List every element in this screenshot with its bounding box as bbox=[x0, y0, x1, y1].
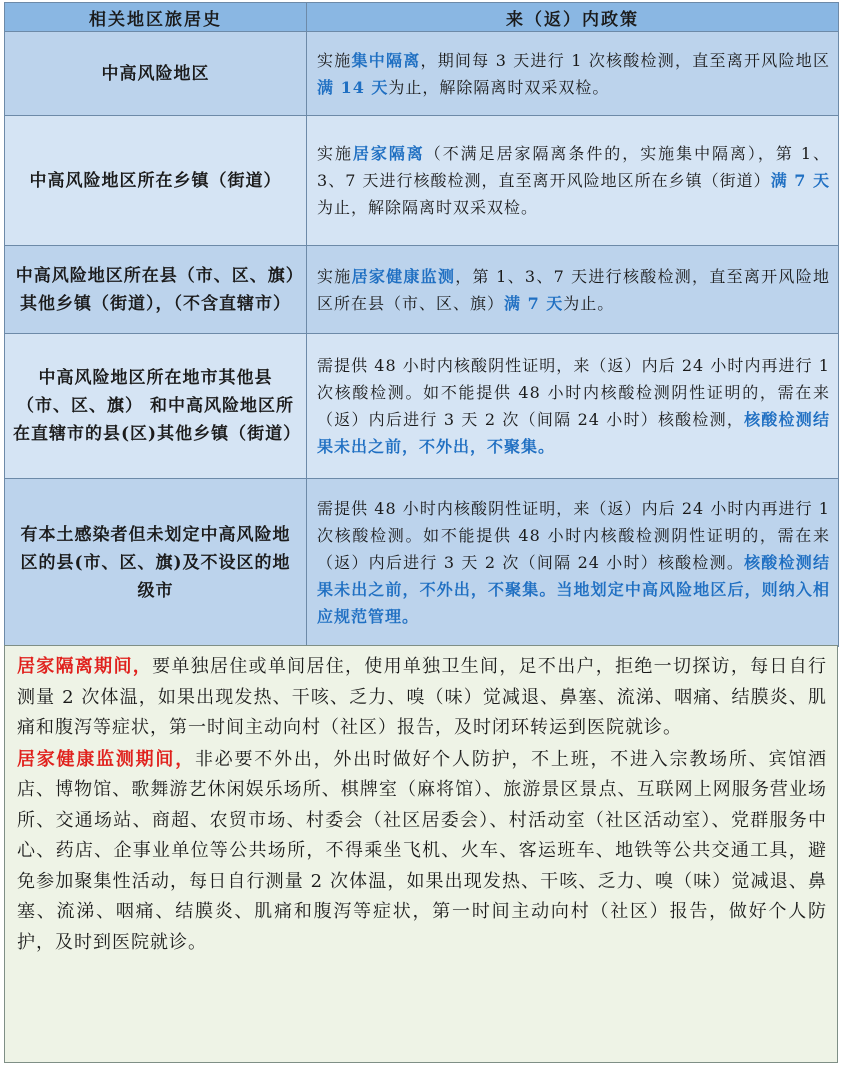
note-home-isolation bbox=[17, 652, 827, 744]
policy-table bbox=[4, 2, 839, 647]
policy-highlight: 居家健康监测 bbox=[351, 266, 456, 286]
region-cell: 中高风险地区所在乡镇（街道） bbox=[5, 116, 307, 246]
policy-cell bbox=[307, 479, 839, 647]
table-row bbox=[5, 246, 839, 334]
policy-text: 实施 bbox=[317, 266, 352, 286]
table-row bbox=[5, 116, 839, 246]
note-title: 居家健康监测期间， bbox=[17, 748, 195, 770]
policy-cell bbox=[307, 32, 839, 116]
policy-cell bbox=[307, 116, 839, 246]
table-row bbox=[5, 334, 839, 479]
policy-cell bbox=[307, 246, 839, 334]
note-text: 非必要不外出，外出时做好个人防护，不上班，不进入宗教场所、宾馆酒店、博物馆、歌舞游艺休闲娱乐场所、棋牌室（麻将馆）、旅游景区景点、互联网上网服务营业场所、交通场站、商超、农贸市场、村委会（社区居委会）、村活动室（社区活动室）、党群服务中心、药店、企事业单位等公共场所，不得乘坐飞机、火车、客运班车、地铁等公共交通工具，避免参加聚集性活动，每日自行测量 2 次体温，如果出现发热、干咳、乏力、嗅（味）觉减退、鼻塞、流涕、咽痛、结膜炎、肌痛和腹泻等症状，第一时间主动向村（社区）报告，做好个人防护，及时到医院就诊。 bbox=[17, 748, 828, 953]
note-text: 要单独居住或单间居住，使用单独卫生间，足不出户，拒绝一切探访，每日自行测量 2 次体温，如果出现发热、干咳、乏力、嗅（味）觉减退、鼻塞、流涕、咽痛、结膜炎、肌痛和腹泻等症状，第一时间主动向村（社区）报告，及时闭环转运到医院就诊。 bbox=[17, 656, 828, 738]
header-region-history: 相关地区旅居史 bbox=[5, 3, 307, 32]
policy-highlight: 满 7 天 bbox=[770, 171, 830, 190]
note-home-health-monitoring bbox=[17, 745, 827, 959]
note-title: 居家隔离期间， bbox=[17, 656, 153, 677]
notes-section bbox=[4, 645, 838, 1063]
region-cell: 中高风险地区 bbox=[5, 32, 307, 116]
policy-highlight: 核酸检测结果未出之前，不外出，不聚集。 bbox=[317, 410, 830, 456]
policy-text: 需提供 48 小时内核酸阴性证明，来（返）内后 24 小时内再进行 1 次核酸检测。如不能提供 48 小时内核酸检测阴性证明的，需在来（返）内后进行 3 天 2 次（间隔 24 小时）核酸检测。 bbox=[317, 499, 830, 572]
header-return-policy: 来（返）内政策 bbox=[307, 3, 839, 32]
policy-highlight: 集中隔离 bbox=[351, 50, 421, 70]
policy-text: 为止，解除隔离时双采双检。 bbox=[317, 198, 539, 217]
policy-text: 为止，解除隔离时双采双检。 bbox=[388, 77, 610, 97]
policy-highlight: 居家隔离 bbox=[352, 144, 425, 163]
policy-text: （不满足居家隔离条件的，实施集中隔离），第 1、3、7 天进行核酸检测，直至离开风险地区所在乡镇（街道） bbox=[317, 144, 830, 190]
policy-highlight: 核酸检测结果未出之前，不外出，不聚集。当地划定中高风险地区后，则纳入相应规范管理。 bbox=[317, 553, 830, 626]
policy-text: 实施 bbox=[317, 50, 352, 70]
policy-highlight: 满 7 天 bbox=[504, 293, 564, 313]
table-header-row bbox=[5, 3, 839, 32]
policy-text: 为止。 bbox=[563, 293, 615, 313]
region-cell: 中高风险地区所在地市其他县（市、区、旗） 和中高风险地区所在直辖市的县(区)其他乡镇（街道） bbox=[5, 334, 307, 479]
policy-text: ，期间每 3 天进行 1 次核酸检测，直至离开风险地区 bbox=[420, 50, 830, 70]
table-row bbox=[5, 479, 839, 647]
policy-text: 需提供 48 小时内核酸阴性证明，来（返）内后 24 小时内再进行 1 次核酸检测。如不能提供 48 小时内核酸检测阴性证明的，需在来（返）内后进行 3 天 2 次（间隔 24 小时）核酸检测， bbox=[317, 356, 830, 429]
policy-highlight: 满 14 天 bbox=[317, 77, 389, 97]
region-cell: 有本土感染者但未划定中高风险地区的县(市、区、旗)及不设区的地级市 bbox=[5, 479, 307, 647]
table-row bbox=[5, 32, 839, 116]
region-cell: 中高风险地区所在县（市、区、旗）其他乡镇（街道），（不含直辖市） bbox=[5, 246, 307, 334]
policy-cell bbox=[307, 334, 839, 479]
policy-text: ，第 1、3、7 天进行核酸检测，直至离开风险地区所在县（市、区、旗） bbox=[317, 266, 830, 313]
policy-text: 实施 bbox=[317, 144, 353, 163]
